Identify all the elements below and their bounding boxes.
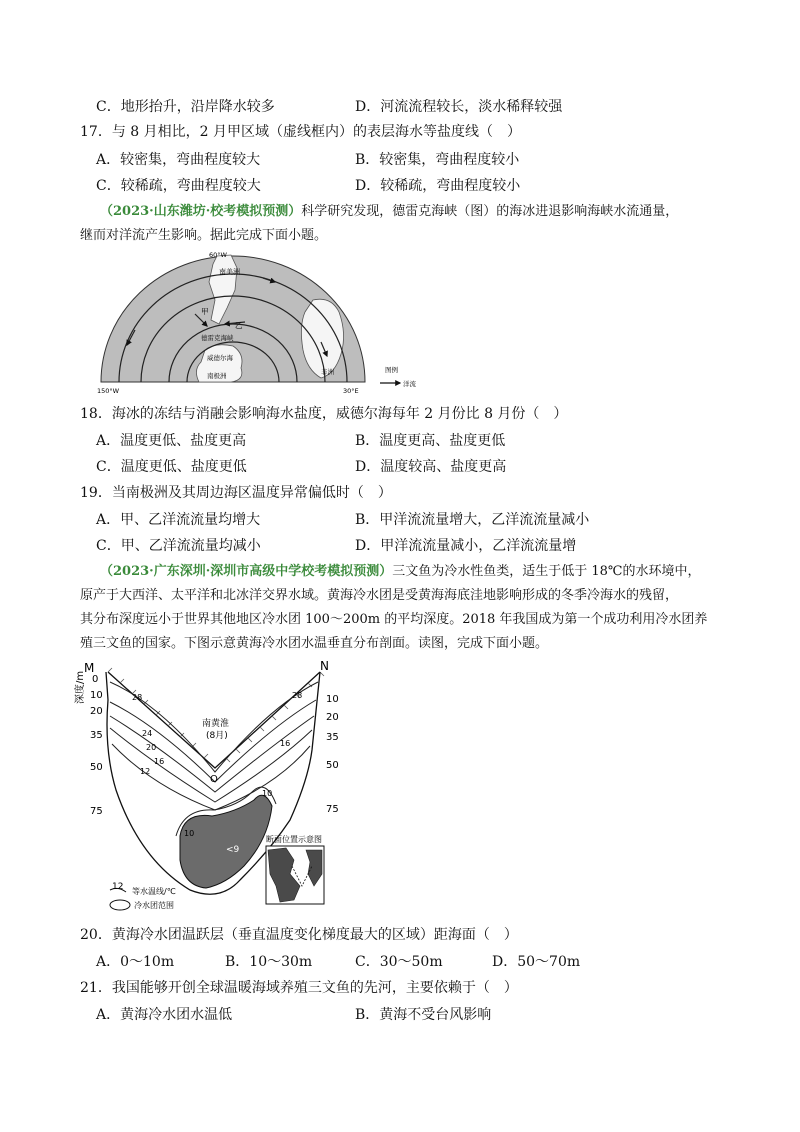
q21-stem: 21．我国能够开创全球温暖海域养殖三文鱼的先河，主要依赖于（ ） [80,980,518,996]
q20-option-d: D．50～70m [492,954,581,970]
q17-stem: 17．与 8 月相比，2 月甲区域（虚线框内）的表层海水等盐度线（ ） [80,124,521,140]
q18-option-d: D．温度较高、盐度更高 [355,459,507,475]
iso-label-10-right: 10 [262,789,273,798]
q19-option-a: A．甲、乙洋流流量均增大 [96,512,261,528]
q19-option-c: C．甲、乙洋流流量均减小 [96,538,261,554]
iso-label-28-left: 28 [132,693,143,702]
map-label-30e: 30°E [343,387,359,395]
map-label-africa: 非洲 [321,368,334,376]
q20-option-b: B．10～30m [225,954,313,970]
q20-option-a: A．0～10m [96,954,175,970]
q19-option-d: D．甲洋流流量减小，乙洋流流量增 [355,538,577,554]
intro1-text1: 科学研究发现，德雷克海峡（图）的海冰进退影响海峡水流通量， [301,204,679,219]
profile-month: (8月) [206,731,228,741]
left-tick-10: 10 [90,690,103,701]
map-label-jia: 甲 [201,307,209,316]
iso-label-10-left: 10 [184,829,195,838]
inset-title: 断面位置示意图 [266,835,322,844]
profile-title: 南黄淮 [202,719,230,729]
q18-option-a: A．温度更低、盐度更高 [96,433,247,449]
q18-option-b: B．温度更高、盐度更低 [355,433,506,449]
q20-option-c: C．30～50m [355,954,443,970]
intro1-source: （2023·山东潍坊·校考模拟预测） [100,204,302,219]
left-tick-0: 0 [92,674,99,685]
right-tick-75: 75 [326,804,339,815]
q19-stem: 19．当南极洲及其周边海区温度异常偏低时（ ） [80,485,392,501]
intro2-text1: 三文鱼为冷水性鱼类，适生于低于 18℃的水环境中， [392,564,701,579]
right-tick-20: 20 [326,712,339,723]
intro2-text4: 殖三文鱼的国家。下图示意黄海冷水团水温垂直分布剖面。读图，完成下面小题。 [80,636,549,651]
left-tick-20: 20 [90,706,103,717]
left-tick-35: 35 [90,730,103,741]
q21-option-b: B．黄海不受台风影响 [355,1007,492,1023]
map-label-150w: 150°W [97,387,120,395]
cold-water-mass-area [180,795,272,888]
map-label-yi: 乙 [235,321,243,330]
map-label-antarctica: 南极洲 [207,372,227,380]
legend-area-label: 冷水团范围 [134,901,174,910]
q17-option-d: D．较稀疏，弯曲程度较小 [355,178,521,194]
iso-label-12: 12 [140,767,151,776]
q16-option-c: C．地形抬升，沿岸降水较多 [96,99,275,115]
left-tick-50: 50 [90,762,103,773]
q16-option-d: D．河流流程较长，淡水稀释较强 [355,99,563,115]
cold-water-mass-profile [75,659,370,918]
intro2-line1 [100,562,700,582]
profile-ylabel: 深度/m [75,670,86,704]
intro2-text3: 其分布深度远小于世界其他地区冷水团 100～200m 的平均深度。2018 年我国成为第一个成功利用冷水团养 [80,612,708,627]
profile-label-n: N [320,659,329,673]
map-legend-item: 洋流 [403,380,416,388]
legend-isotherm-label: 等水温线/℃ [132,887,176,896]
q19-option-b: B．甲洋流流量增大，乙洋流流量减小 [355,512,590,528]
right-tick-10: 10 [326,694,339,705]
profile-label-m: M [84,661,95,675]
map-label-drake: 德雷克海峡 [201,334,234,342]
iso-label-24: 24 [142,729,153,738]
map-label-south-america: 南美洲 [219,268,240,276]
q20-stem: 20．黄海冷水团温跃层（垂直温度变化梯度最大的区域）距海面（ ） [80,927,518,943]
iso-label-16-left: 16 [154,757,165,766]
intro2-text2: 原产于大西洋、太平洋和北冰洋交界水域。黄海冷水团是受黄海海底洼地影响形成的冬季冷海水的残留， [80,588,679,603]
intro1-line1 [100,202,678,222]
core-label: <9 [226,845,240,855]
map-label-weddell: 威德尔海 [207,354,233,362]
left-tick-75: 75 [90,806,103,817]
q17-option-a: A．较密集，弯曲程度较大 [96,152,261,168]
iso-label-20: 20 [146,743,157,752]
right-tick-50: 50 [326,760,339,771]
q18-stem: 18．海冰的冻结与消融会影响海水盐度，威德尔海每年 2 月份比 8 月份（ ） [80,406,568,422]
right-tick-35: 35 [326,732,339,743]
drake-passage-map [95,250,430,395]
legend-area-icon [110,900,130,910]
intro2-source: （2023·广东深圳·深圳市高级中学校考模拟预测） [100,564,393,579]
q17-option-b: B．较密集，弯曲程度较小 [355,152,520,168]
map-legend-title: 图例 [385,366,398,374]
q21-option-a: A．黄海冷水团水温低 [96,1007,233,1023]
profile-label-o: O [210,774,218,785]
iso-label-28-right: 28 [292,691,303,700]
q18-option-c: C．温度更低、盐度更低 [96,459,247,475]
map-label-60w: 60°W [209,251,227,259]
q17-option-c: C．较稀疏，弯曲程度较大 [96,178,261,194]
intro1-text2: 继而对洋流产生影响。据此完成下面小题。 [80,228,328,243]
iso-label-16-right: 16 [280,739,291,748]
legend-isotherm-value: 12 [112,882,124,892]
